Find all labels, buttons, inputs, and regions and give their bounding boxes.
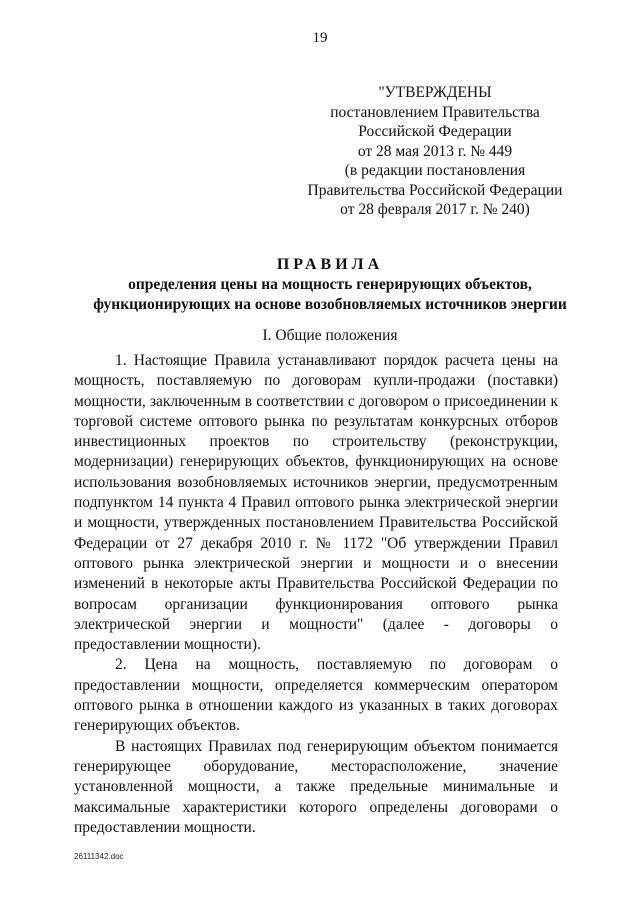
paragraph: 1. Настоящие Правила устанавливают порядок расчета цены на мощность, поставляемую по договорам купли-продажи (поставки) мощности, заключенным в соответствии с договором о присоединении к торговой системе оптового рынка по результатам конкурсных отборов инвестиционных проектов по строительству (реконструкции, модернизации) генерирующих объектов, функционирующих на основе использования возобновляемых источников энергии, предусмотренным подпунктом 14 пункта 4 Правил оптового рынка электрической энергии и мощности, утвержденных постановлением Правительства Российской Федерации от 27 декабря 2010 г. № 1172 "Об утверждении Правил оптового рынка электрической энергии и мощности и о внесении изменений в некоторые акты Правительства Российской Федерации по вопросам организации функционирования оптового рынка электрической энергии и мощности" (далее - договоры о предоставлении мощности). (74, 352, 558, 654)
page-number: 19 (312, 30, 328, 46)
document-title (60, 255, 600, 315)
paragraph: 2. Цена на мощность, поставляемую по договорам о предоставлении мощности, определяется коммерческим оператором оптового рынка в отношении каждого из указанных в таких договорах генерирующих объектов. (74, 656, 558, 735)
approval-stamp (300, 83, 570, 220)
title-subtitle-line: функционирующих на основе возобновляемых источников энергии (93, 296, 567, 313)
approval-line: (в редакции постановления (344, 162, 526, 179)
footer-file-name: 26111342.doc (74, 852, 124, 861)
approval-line: постановлением Правительства (330, 103, 540, 121)
approval-line: Российской Федерации (358, 123, 512, 140)
title-main: ПРАВИЛА (276, 256, 384, 273)
approval-line: от 28 февраля 2017 г. № 240) (340, 201, 530, 218)
section-heading: I. Общие положения (262, 327, 398, 344)
paragraph: В настоящих Правилах под генерирующим объектом понимается генерирующее оборудование, месторасположение, значение установленной мощности, а также предельные минимальные и максимальные характеристики которого определены договорами о предоставлении мощности. (74, 737, 558, 836)
title-subtitle-line: определения цены на мощность генерирующих объектов, (128, 276, 532, 293)
approval-line: Правительства Российской Федерации (307, 181, 563, 199)
approval-line: от 28 мая 2013 г. № 449 (357, 142, 513, 160)
document-body (74, 351, 558, 838)
title-subtitle (60, 275, 600, 315)
approval-line: "УТВЕРЖДЕНЫ (378, 84, 492, 101)
